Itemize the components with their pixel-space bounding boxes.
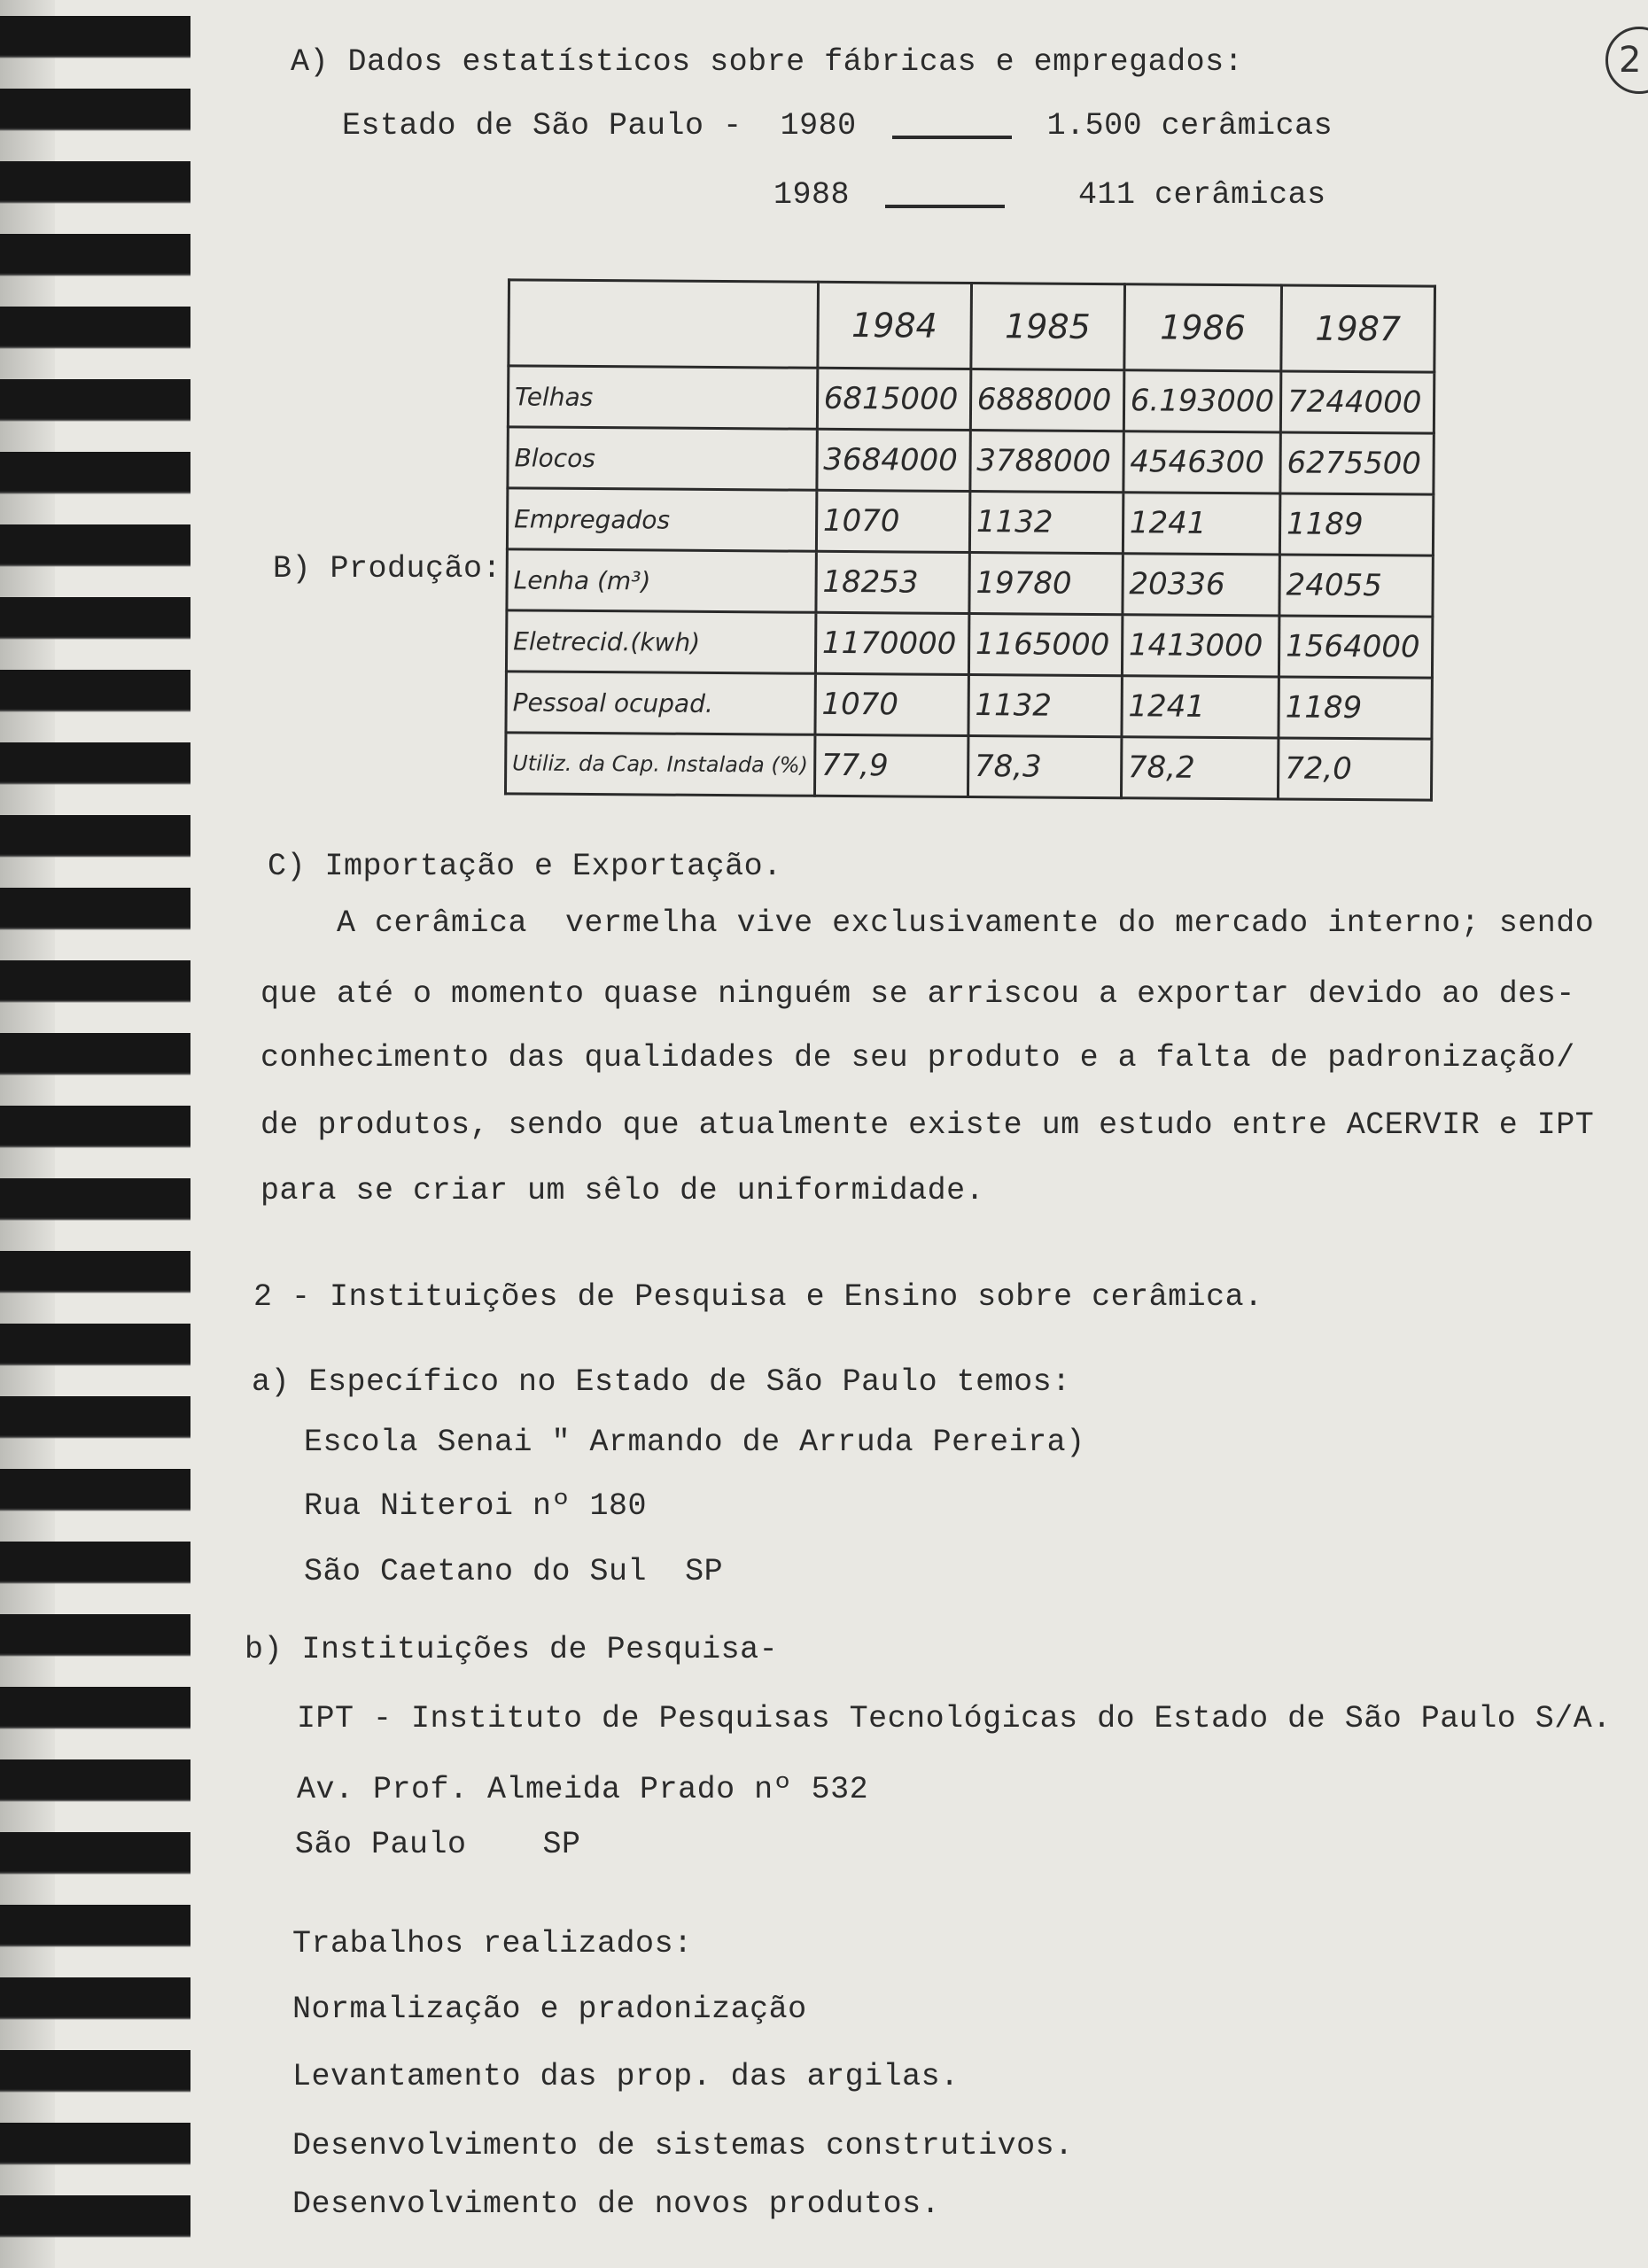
section-a-heading: A) Dados estatísticos sobre fábricas e empregados: (291, 44, 1244, 80)
paragraph-line: de produtos, sendo que atualmente existe um estudo entre ACERVIR e IPT (260, 1107, 1595, 1143)
table-row (508, 427, 1434, 494)
table-cell: 19780 (969, 552, 1123, 614)
section-c-heading: C) Importação e Exportação. (268, 849, 782, 884)
header-cell (509, 280, 818, 368)
year: 1988 (773, 177, 851, 213)
paragraph-line: conhecimento das qualidades de seu produto e a falta de padronização/ (260, 1040, 1575, 1076)
table-cell: 1189 (1279, 677, 1432, 739)
work-item: Desenvolvimento de novos produtos. (292, 2186, 941, 2222)
table-cell: 1165000 (968, 613, 1122, 675)
state-label: Estado de São Paulo - (342, 108, 742, 144)
table-row (506, 610, 1432, 678)
table-row (505, 733, 1431, 800)
table-header-row (509, 280, 1435, 372)
page-number: 2 (1605, 27, 1648, 94)
table-cell: 1241 (1123, 493, 1280, 555)
address-line: IPT - Instituto de Pesquisas Tecnológicas do Estado de São Paulo S/A. (297, 1701, 1612, 1736)
table-cell: 6275500 (1280, 432, 1434, 494)
header-cell: 1985 (971, 284, 1125, 370)
dash-line (892, 136, 1012, 139)
work-item: Levantamento das prop. das argilas. (292, 2059, 960, 2094)
header-cell: 1987 (1281, 285, 1435, 372)
table-cell: 6.193000 (1123, 370, 1281, 432)
header-cell: 1986 (1124, 284, 1282, 371)
row-label: Lenha (m³) (507, 549, 816, 612)
stat-row-1988 (773, 177, 1326, 213)
table-cell: 24055 (1279, 555, 1433, 617)
table-cell: 72,0 (1278, 738, 1431, 800)
table-cell: 20336 (1123, 554, 1280, 616)
table-cell: 4546300 (1123, 431, 1281, 493)
works-heading: Trabalhos realizados: (292, 1926, 693, 1961)
table-cell: 6888000 (970, 369, 1123, 431)
dash-line (885, 205, 1005, 208)
work-item: Desenvolvimento de sistemas construtivos. (292, 2128, 1074, 2163)
table-cell: 1413000 (1122, 615, 1279, 677)
table-cell: 78,2 (1121, 737, 1279, 799)
work-item: Normalização e pradonização (292, 1992, 807, 2027)
row-label: Blocos (508, 427, 817, 490)
stat-row-1980 (342, 108, 1333, 144)
section-b-label: B) Produção: (273, 551, 502, 586)
table-row (507, 488, 1433, 555)
value: 411 cerâmicas (1078, 177, 1326, 213)
table-cell: 18253 (816, 551, 969, 613)
table-row (506, 672, 1432, 739)
paragraph-line: para se criar um sêlo de uniformidade. (260, 1173, 985, 1208)
table-cell: 78,3 (968, 735, 1121, 797)
address-line: Escola Senai " Armando de Arruda Pereira) (304, 1425, 1085, 1460)
table-cell: 1070 (816, 490, 969, 552)
table-cell: 6815000 (817, 368, 970, 430)
production-table (504, 278, 1436, 801)
address-line: São Paulo SP (295, 1827, 581, 1862)
section-2-heading: 2 - Instituições de Pesquisa e Ensino sobre cerâmica. (253, 1279, 1263, 1315)
row-label: Telhas (508, 366, 817, 429)
row-label: Eletrecid.(kwh) (506, 610, 815, 673)
spiral-binding (0, 0, 190, 2268)
table-cell: 77,9 (814, 734, 968, 796)
table-cell: 3788000 (970, 430, 1123, 492)
row-label: Empregados (507, 488, 816, 551)
table-cell: 1132 (968, 674, 1122, 736)
row-label: Pessoal ocupad. (506, 672, 815, 734)
table-cell: 1241 (1122, 676, 1279, 738)
table-cell: 1170000 (815, 612, 968, 674)
subsection-b-heading: b) Instituições de Pesquisa- (245, 1632, 779, 1667)
address-line: Av. Prof. Almeida Prado nº 532 (297, 1772, 869, 1807)
address-line: São Caetano do Sul SP (304, 1554, 724, 1589)
subsection-a-heading: a) Específico no Estado de São Paulo temos: (252, 1364, 1071, 1400)
table-cell: 1189 (1279, 493, 1433, 555)
table-row (507, 549, 1433, 617)
table-cell: 1070 (815, 673, 968, 735)
table-cell: 3684000 (817, 429, 970, 491)
table-cell: 1132 (969, 491, 1123, 553)
row-label: Utiliz. da Cap. Instalada (%) (505, 733, 814, 796)
value: 1.500 cerâmicas (1046, 108, 1333, 144)
address-line: Rua Niteroi nº 180 (304, 1488, 648, 1524)
table-cell: 1564000 (1279, 616, 1432, 678)
paragraph-line: A cerâmica vermelha vive exclusivamente do mercado interno; sendo (260, 905, 1595, 941)
year: 1980 (780, 108, 857, 144)
table-row (508, 366, 1434, 433)
paragraph-line: que até o momento quase ninguém se arriscou a exportar devido ao des- (260, 976, 1575, 1012)
header-cell: 1984 (818, 282, 972, 369)
table-cell: 7244000 (1280, 371, 1434, 433)
